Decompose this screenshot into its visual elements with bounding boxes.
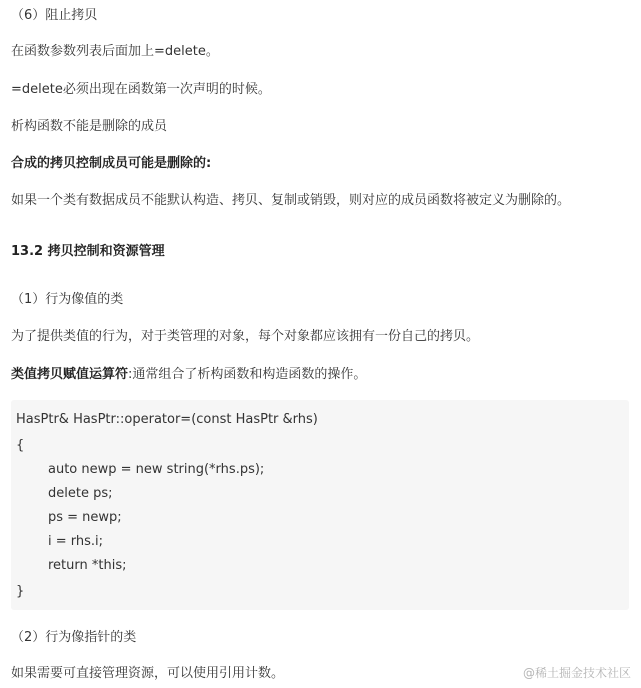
paragraph-add-delete: 在函数参数列表后面加上=delete。	[11, 44, 219, 59]
code-block	[11, 400, 629, 610]
code-line-close-brace: }	[16, 584, 25, 599]
section-title-copy-control-resource: 13.2 拷贝控制和资源管理	[11, 244, 165, 259]
watermark-text: @稀土掘金技术社区	[522, 666, 631, 680]
code-line-delete-ps: delete ps;	[48, 486, 113, 501]
paragraph-reference-counting: 如果需要可直接管理资源，可以使用引用计数。	[11, 666, 285, 681]
bold-synthesized-copy-control: 合成的拷贝控制成员可能是删除的:	[11, 156, 212, 171]
paragraph-delete-first-declaration: =delete必须出现在函数第一次声明的时候。	[11, 82, 271, 97]
paragraph-copy-assignment-operator	[11, 365, 366, 385]
code-line-open-brace: {	[16, 438, 25, 453]
subheading-pointer-like-class: （2）行为像指针的类	[11, 630, 137, 645]
code-line-assign-i: i = rhs.i;	[48, 534, 104, 549]
code-line-return-this: return *this;	[48, 558, 127, 573]
paragraph-value-behavior: 为了提供类值的行为，对于类管理的对象，每个对象都应该拥有一份自己的拷贝。	[11, 329, 480, 344]
copy-assignment-description: :通常组合了析构函数和构造函数的操作。	[128, 367, 367, 382]
code-line-assign-ps: ps = newp;	[48, 510, 122, 525]
paragraph-destructor-not-deleted: 析构函数不能是删除的成员	[11, 119, 168, 134]
bold-copy-assignment-label: 类值拷贝赋值运算符	[11, 367, 129, 382]
paragraph-members-defined-deleted: 如果一个类有数据成员不能默认构造、拷贝、复制或销毁，则对应的成员函数将被定义为删除的。	[11, 193, 571, 208]
code-line-signature: HasPtr& HasPtr::operator=(const HasPtr &rhs)	[16, 412, 318, 427]
code-line-new-string: auto newp = new string(*rhs.ps);	[48, 462, 265, 477]
subheading-value-like-class: （1）行为像值的类	[11, 292, 124, 307]
section-heading-prevent-copy: （6）阻止拷贝	[11, 8, 98, 23]
